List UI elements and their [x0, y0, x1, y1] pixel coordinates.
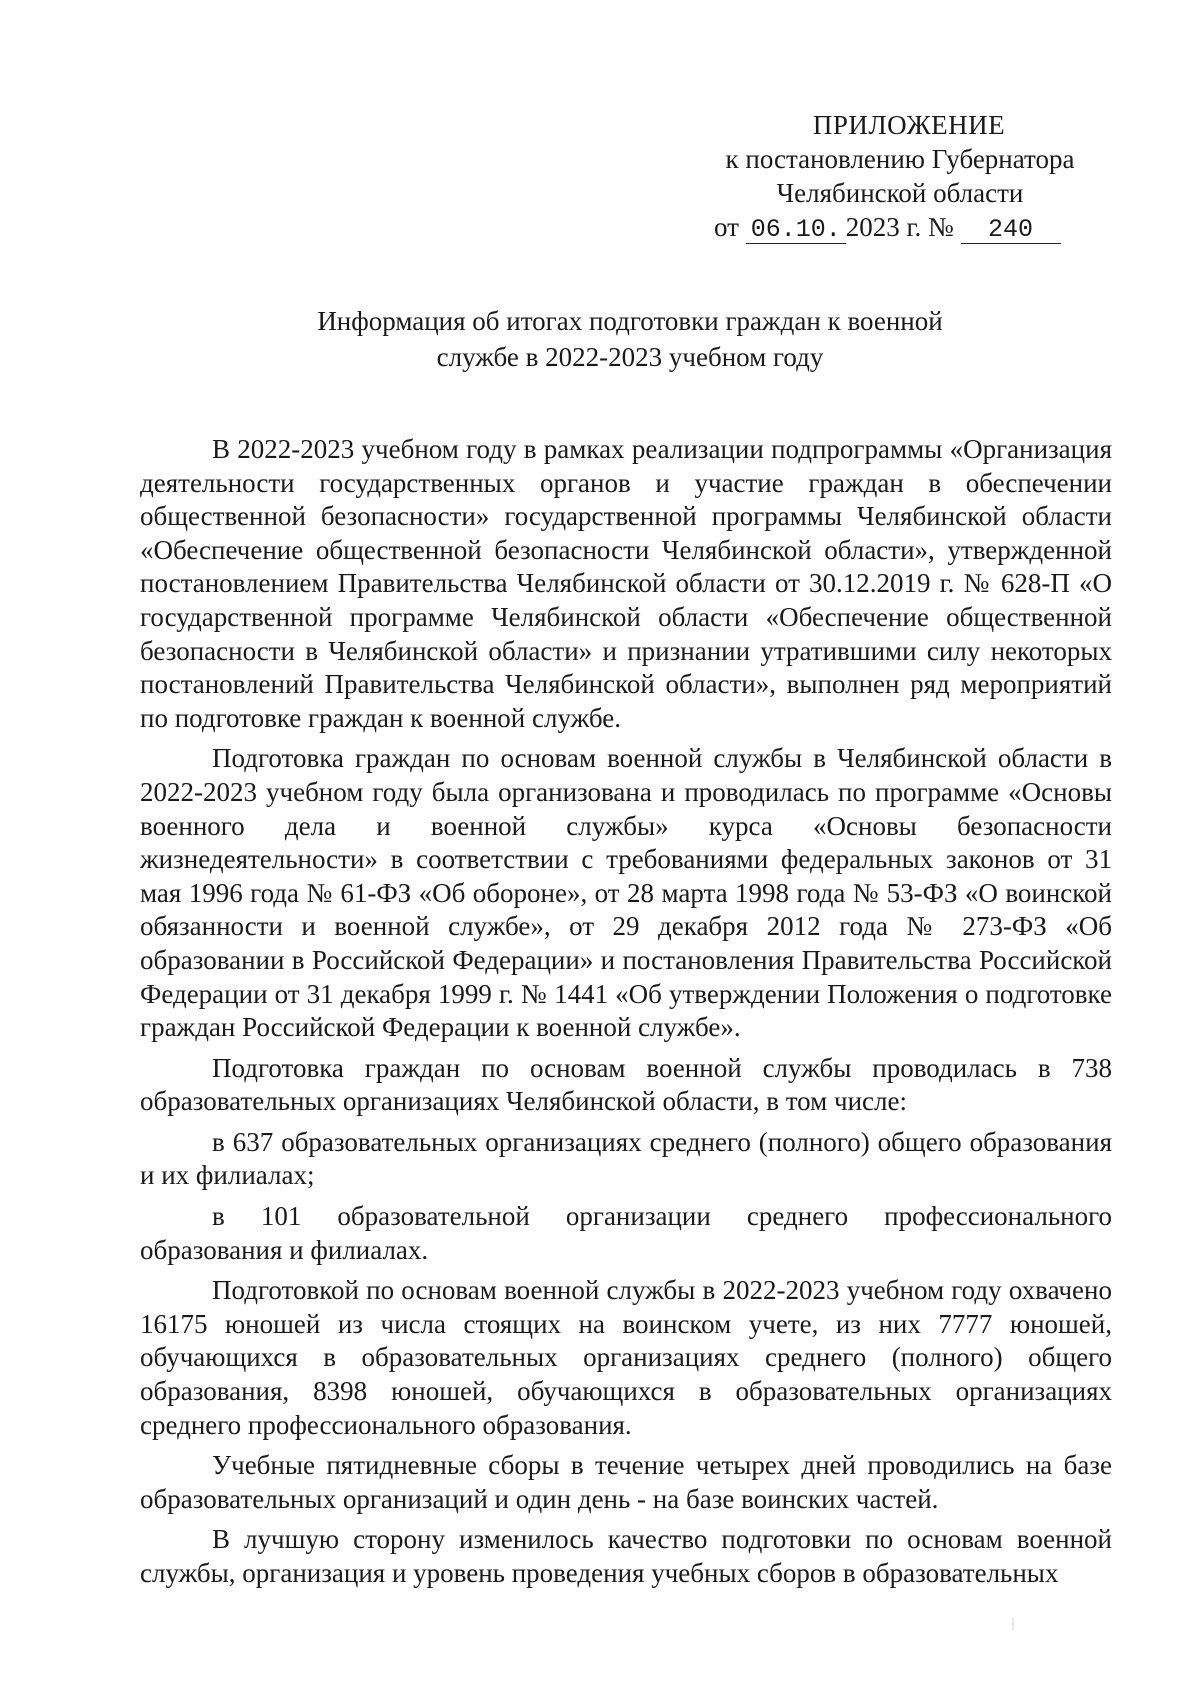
appendix-line-decree: к постановлению Губернатора — [725, 144, 1075, 174]
paragraph-6: Подготовкой по основам военной службы в 2022-2023 учебном году охвачено 16175 юношей из числа стоящих на воинском учете, из них 7777 юношей, обучающихся в образовательных организациях среднего (полного) общего образования, 8398 юношей, обучающихся в образовательных организациях среднего профессионального образования. — [140, 1275, 1112, 1440]
date-field: 06.10. — [746, 217, 846, 244]
paragraph-1: В 2022-2023 учебном году в рамках реализации подпрограммы «Организация деятельности государственных органов и участие граждан в обеспечении общественной безопасности» государственной программы Челябинской области «Обеспечение общественной безопасности Челябинской области», утвержденной постановлением Правительства Челябинской области от 30.12.2019 г. № 628-П «О государственной программе Челябинской области «Обеспечение общественной безопасности в Челябинской области» и признании утратившими силу некоторых постановлений Правительства Челябинской области», выполнен ряд мероприятий по подготовке граждан к военной службе. — [140, 434, 1112, 733]
date-year: 2023 г. № — [845, 212, 954, 242]
date-prefix: от — [714, 212, 739, 242]
appendix-title: ПРИЛОЖЕНИЕ — [812, 110, 1006, 140]
appendix-date-row — [690, 210, 1110, 244]
paragraph-5: в 101 образовательной организации среднего профессионального образования и филиалах. — [140, 1201, 1112, 1265]
paragraph-2: Подготовка граждан по основам военной службы в Челябинской области в 2022-2023 учебном году была организована и проводилась по программе «Основы военного дела и военной службы» курса «Основы безопасности жизнедеятельности» в соответствии с требованиями федеральных законов от 31 мая 1996 года № 61-ФЗ «Об обороне», от 28 марта 1998 года № 53-ФЗ «О воинской обязанности и военной службе», от 29 декабря 2012 года № 273-ФЗ «Об образовании в Российской Федерации» и постановления Правительства Российской Федерации от 31 декабря 1999 г. № 1441 «Об утверждении Положения о подготовке граждан Российской Федерации к военной службе». — [140, 743, 1112, 1043]
scan-artifact — [1012, 1618, 1014, 1630]
appendix-line-region: Челябинской области — [776, 178, 1024, 208]
document-title-line-2: службе в 2022-2023 учебном году — [436, 342, 824, 372]
paragraph-3: Подготовка граждан по основам военной службы проводилась в 738 образовательных организациях Челябинской области, в том числе: — [140, 1052, 1112, 1117]
document-title-line-1: Информация об итогах подготовки граждан к военной — [317, 306, 943, 336]
appendix-header — [690, 108, 1110, 244]
document-body — [140, 433, 1112, 1591]
paragraph-4: в 637 образовательных организациях среднего (полного) общего образования и их филиалах; — [140, 1126, 1112, 1191]
number-field: 240 — [961, 217, 1061, 244]
paragraph-8: В лучшую сторону изменилось качество подготовки по основам военной службы, организация и уровень проведения учебных сборов в образовательных — [140, 1524, 1112, 1588]
document-title — [140, 303, 1120, 375]
paragraph-7: Учебные пятидневные сборы в течение четырех дней проводились на базе образовательных организаций и один день - на базе воинских частей. — [140, 1450, 1112, 1514]
